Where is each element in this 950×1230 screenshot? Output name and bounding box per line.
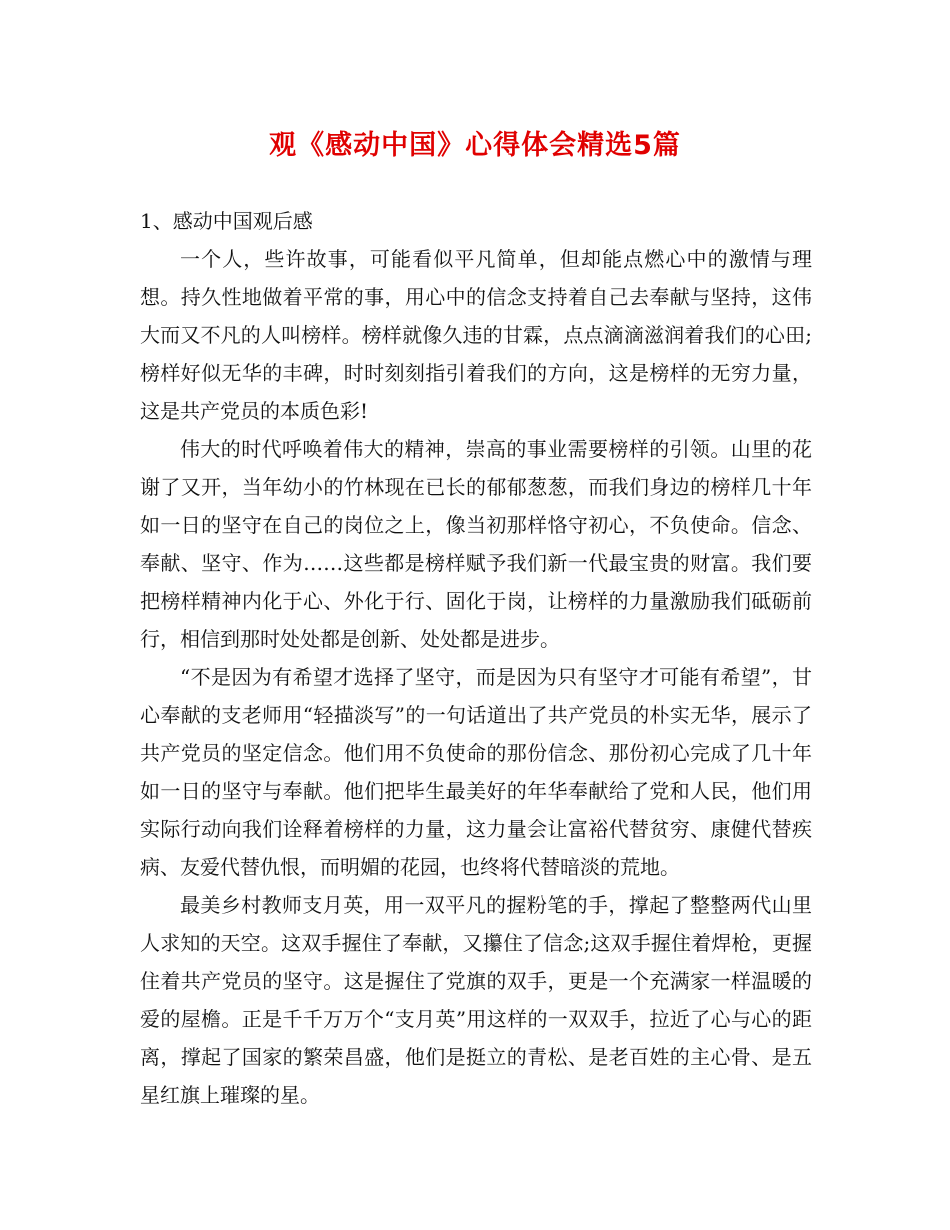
document-title: 观《感动中国》心得体会精选5篇 [269, 130, 681, 161]
paragraph-4: 最美乡村教师支月英，用一双平凡的握粉笔的手，撑起了整整两代山里人求知的天空。这双手握住了奉献，又攥住了信念;这双手握住着焊枪，更握住着共产党员的坚守。这是握住了党旗的双手，更是一个充满家一样温暖的爱的屋檐。正是千千万万个“支月英”用这样的一双双手，拉近了心与心的距离，撑起了国家的繁荣昌盛，他们是挺立的青松、是老百姓的主心骨、是五星红旗上璀璨的星。 [140, 893, 812, 1107]
section-heading: 1、感动中国观后感 [140, 209, 313, 233]
paragraph-2: 伟大的时代呼唤着伟大的精神，崇高的事业需要榜样的引领。山里的花谢了又开，当年幼小的竹林现在已长的郁郁葱葱，而我们身边的榜样几十年如一日的坚守在自己的岗位之上，像当初那样恪守初心，不负使命。信念、奉献、坚守、作为……这些都是榜样赋予我们新一代最宝贵的财富。我们要把榜样精神内化于心、外化于行、固化于岗，让榜样的力量激励我们砥砺前行，相信到那时处处都是创新、处处都是进步。 [140, 437, 812, 651]
paragraph-1: 一个人，些许故事，可能看似平凡简单，但却能点燃心中的激情与理想。持久性地做着平常的事，用心中的信念支持着自己去奉献与坚持，这伟大而又不凡的人叫榜样。榜样就像久违的甘霖，点点滴滴滋润着我们的心田;榜样好似无华的丰碑，时时刻刻指引着我们的方向，这是榜样的无穷力量，这是共产党员的本质色彩! [140, 247, 812, 423]
paragraph-3: “不是因为有希望才选择了坚守，而是因为只有坚守才可能有希望”，甘心奉献的支老师用“轻描淡写”的一句话道出了共产党员的朴实无华，展示了共产党员的坚定信念。他们用不负使命的那份信念、那份初心完成了几十年如一日的坚守与奉献。他们把毕生最美好的年华奉献给了党和人民，他们用实际行动向我们诠释着榜样的力量，这力量会让富裕代替贫穷、康健代替疾病、友爱代替仇恨，而明媚的花园，也终将代替暗淡的荒地。 [140, 665, 812, 879]
document-body [140, 202, 812, 1114]
